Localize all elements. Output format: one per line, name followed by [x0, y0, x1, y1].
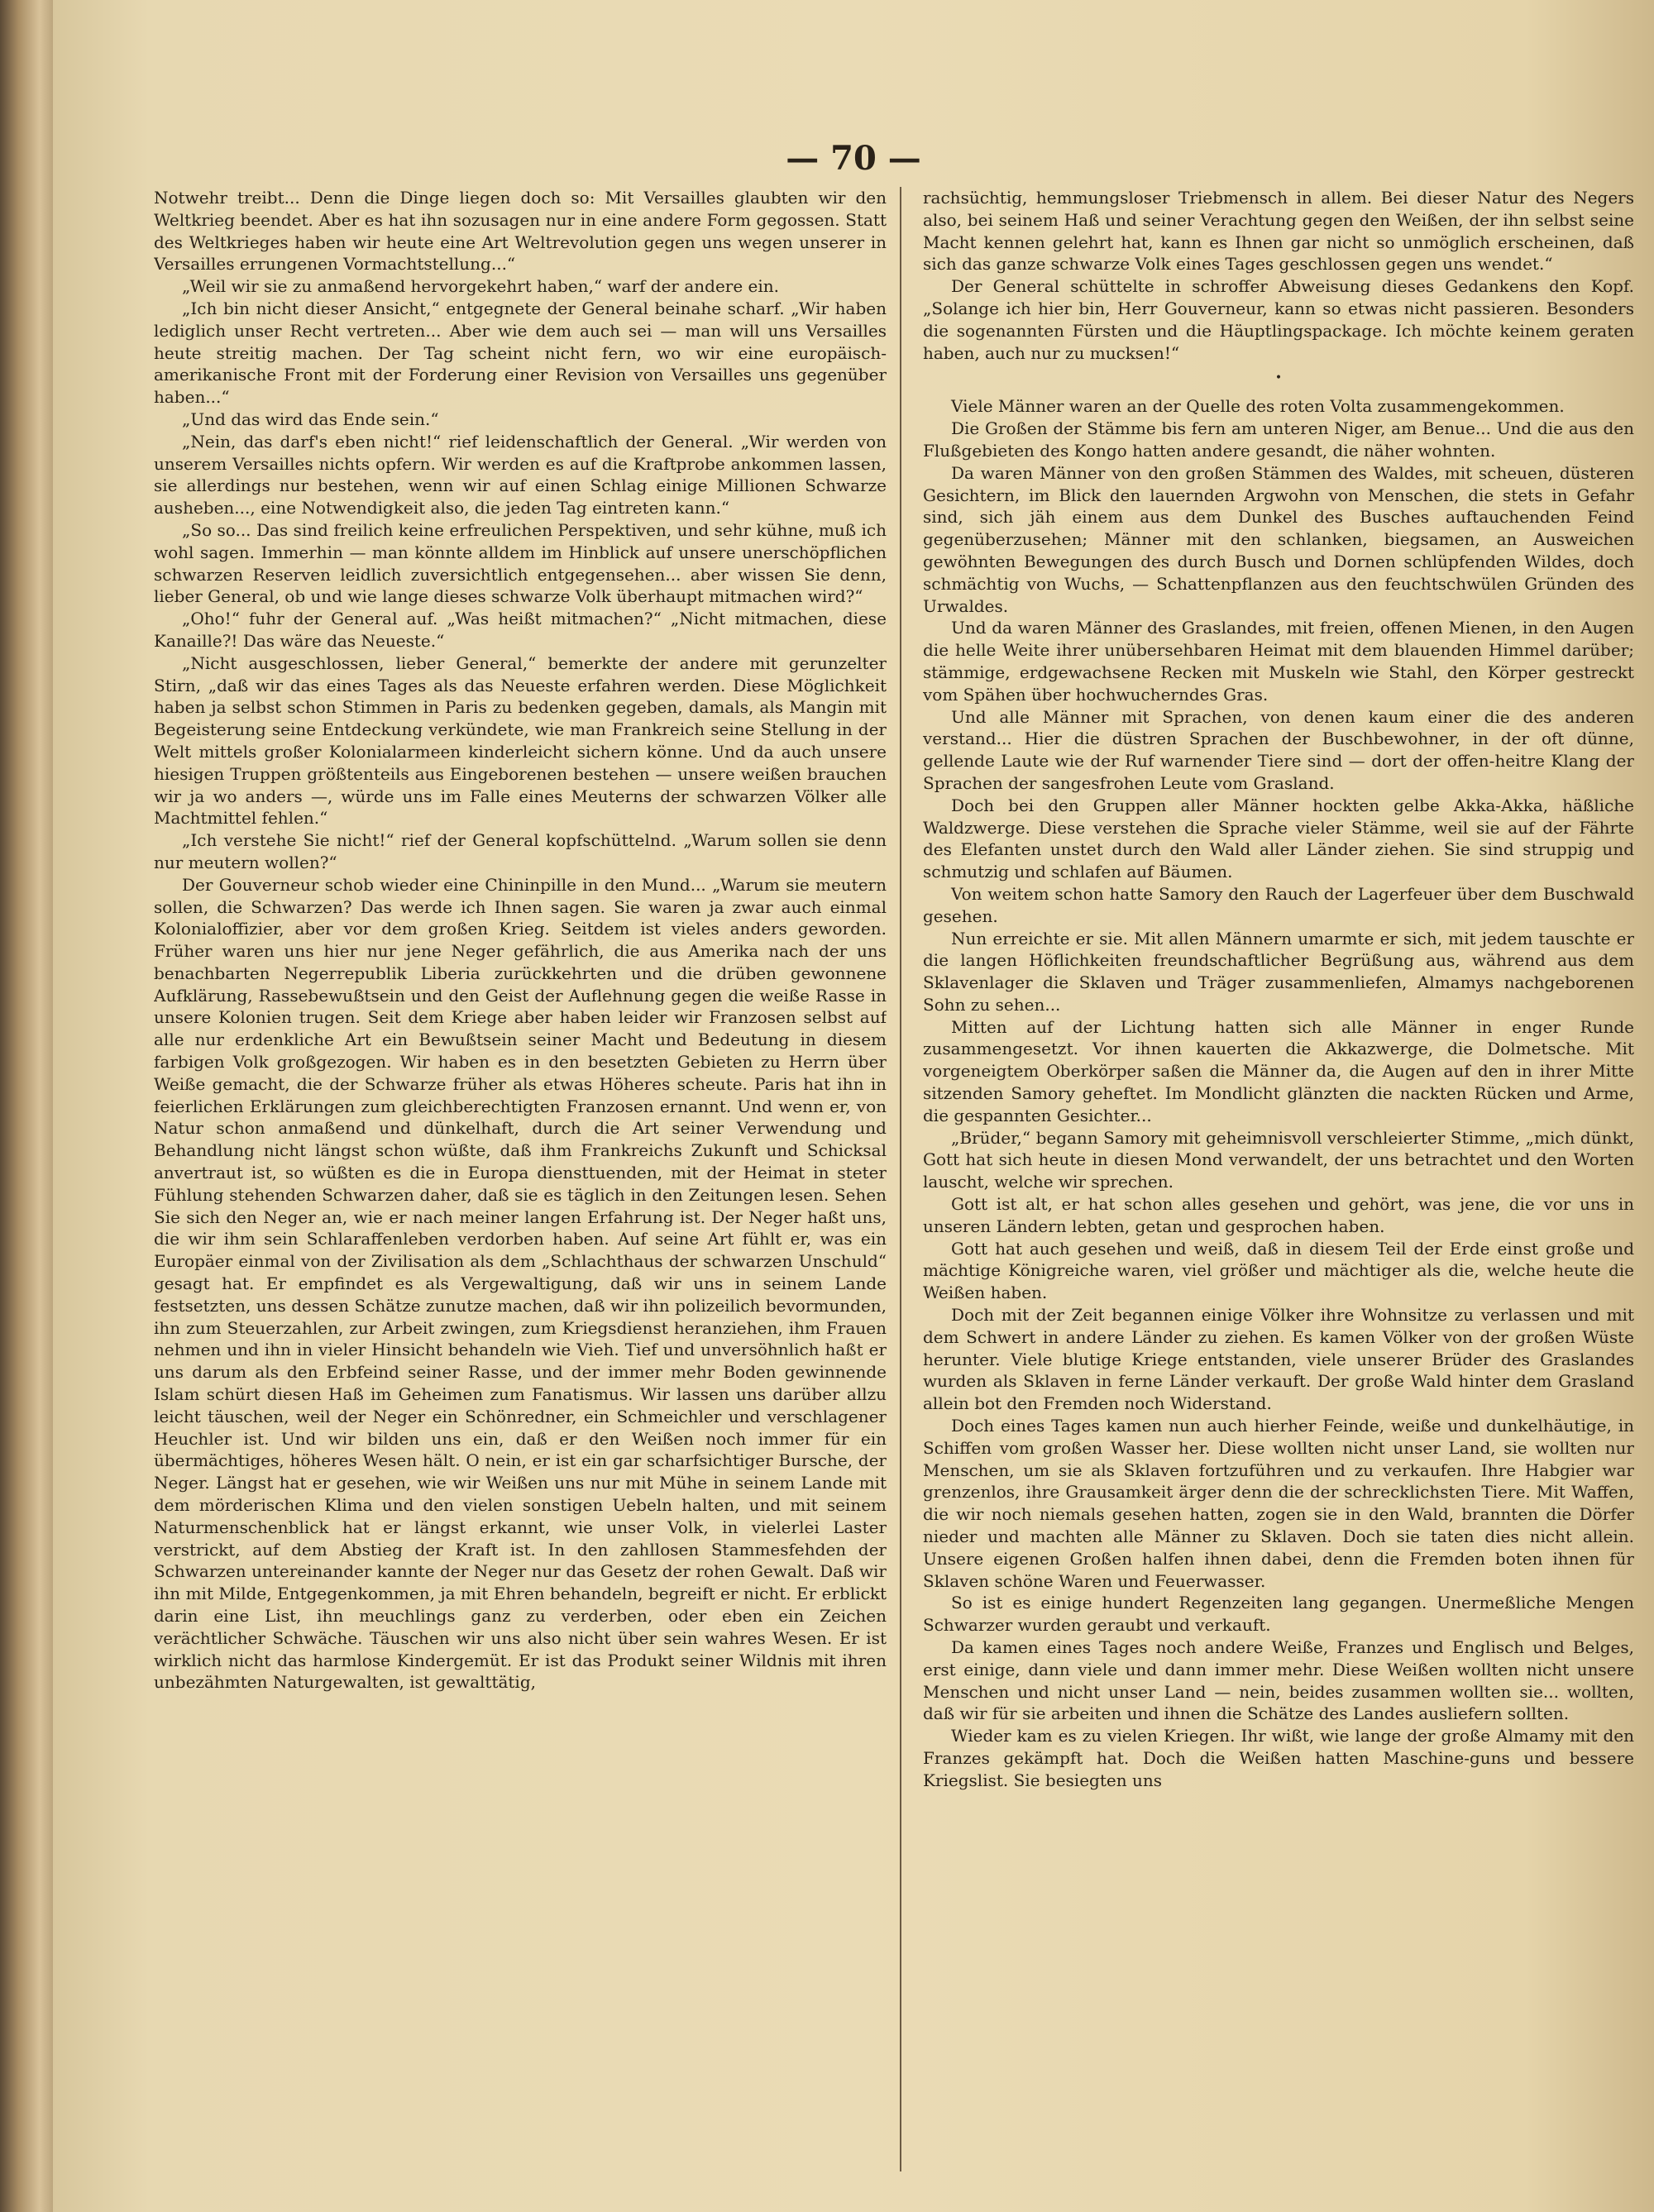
- paragraph: „Ich verstehe Sie nicht!“ rief der General kopfschüttelnd. „Warum sollen sie denn nur meutern wollen?“: [154, 830, 887, 872]
- paragraph: „Nicht ausgeschlossen, lieber General,“ bemerkte der andere mit gerunzelter Stirn, „daß wir das eines Tages als das Neueste erfahren werden. Diese Möglichkeit haben ja selbst schon Stimmen in Paris zu bedenken gegeben, damals, als Mangin mit Begeisterung seine Entdeckung verkündete, wie man Frankreich seine Stellung in der Welt mittels großer Kolonialarmeen kinderleicht sichern könne. Und da auch unsere hiesigen Truppen größtenteils aus Eingeborenen bestehen — unsere weißen brauchen wir ja wo anders —, würde uns im Falle eines Meuterns der schwarzen Völker alle Machtmittel fehlen.“: [154, 652, 887, 829]
- paragraph: Von weitem schon hatte Samory den Rauch der Lagerfeuer über dem Buschwald gesehen.: [923, 883, 1634, 926]
- paragraph: rachsüchtig, hemmungsloser Triebmensch in allem. Bei dieser Natur des Negers also, bei seinem Haß und seiner Verachtung gegen den Weißen, der ihn selbst seine Macht kennen gelehrt hat, kann es Ihnen gar nicht so unmöglich erscheinen, daß sich das ganze schwarze Volk eines Tages geschlossen gegen uns wendet.“: [923, 188, 1634, 275]
- paragraph: Doch eines Tages kamen nun auch hierher Feinde, weiße und dunkelhäutige, in Schiffen vom großen Wasser her. Diese wollten nicht unser Land, sie wollten nur Menschen, um sie als Sklaven fortzuführen und zu verkaufen. Ihre Habgier war grenzenlos, ihre Grausamkeit ärger denn die der schrecklichsten Tiere. Mit Waffen, die wir noch niemals gesehen hatten, zogen sie in den Wald, brannten die Dörfer nieder und machten alle Männer zu Sklaven. Doch sie taten dies nicht allein. Unsere eigenen Großen halfen ihnen dabei, denn die Fremden boten ihnen für Sklaven schöne Waren und Feuerwasser.: [923, 1416, 1634, 1591]
- paragraph: „Ich bin nicht dieser Ansicht,“ entgegnete der General beinahe scharf. „Wir haben lediglich unser Recht vertreten... Aber wie dem auch sei — man will uns Versailles heute streitig machen. Der Tag scheint nicht fern, wo wir eine europäisch-amerikanische Front mit der Forderung einer Revision von Versailles uns gegenüber haben...“: [154, 298, 887, 408]
- paragraph: Viele Männer waren an der Quelle des roten Volta zusammengekommen.: [951, 396, 1565, 417]
- paragraph: „So so... Das sind freilich keine erfreulichen Perspektiven, und sehr kühne, muß ich wohl sagen. Immerhin — man könnte alldem im Hinblick auf unsere unerschöpflichen schwarzen Reserven leidlich zuversichtlich entgegensehen... aber wissen Sie denn, lieber General, ob und wie lange dieses schwarze Volk überhaupt mitmachen wird?“: [154, 519, 887, 607]
- paragraph: Da waren Männer von den großen Stämmen des Waldes, mit scheuen, düsteren Gesichtern, im Blick den lauernden Argwohn von Menschen, die stets in Gefahr sind, sich jäh einem aus dem Dunkel des Busches auftauchenden Feind gegenüberzusehen; Männer mit den schlanken, biegsamen, an Ausweichen gewöhnten Bewegungen des durch Busch und Dornen schlüpfenden Wildes, doch schmächtig von Wuchs, — Schattenpflanzen aus den feuchtschwülen Gründen des Urwaldes.: [923, 462, 1634, 616]
- paragraph: „Und das wird das Ende sein.“: [182, 408, 439, 429]
- column-rule: [900, 187, 901, 2171]
- paragraph: „Nein, das darf's eben nicht!“ rief leidenschaftlich der General. „Wir werden von unserem Versailles nichts opfern. Wir werden es auf die Kraftprobe ankommen lassen, sie allerdings nur bestehen, wenn wir auf einen Schlag einige Millionen Schwarze ausheben..., eine Notwendigkeit also, die jeden Tag eintreten kann.“: [154, 431, 887, 518]
- paragraph: Gott ist alt, er hat schon alles gesehen und gehört, was jene, die vor uns in unseren Ländern lebten, getan und gesprochen haben.: [923, 1194, 1634, 1236]
- paragraph: „Brüder,“ begann Samory mit geheimnisvoll verschleierter Stimme, „mich dünkt, Gott hat sich heute in diesen Mond verwandelt, der uns betrachtet und den Worten lauscht, welche wir sprechen.: [923, 1127, 1634, 1192]
- paragraph: Wieder kam es zu vielen Kriegen. Ihr wißt, wie lange der große Almamy mit den Franzes gekämpft hat. Doch die Weißen hatten Maschine-guns und bessere Kriegslist. Sie besiegten uns: [923, 1726, 1634, 1790]
- book-page: [53, 0, 1654, 2212]
- paragraph: Gott hat auch gesehen und weiß, daß in diesem Teil der Erde einst große und mächtige Königreiche waren, viel größer und mächtiger als die, welche heute die Weißen haben.: [923, 1238, 1634, 1303]
- paragraph: Der General schüttelte in schroffer Abweisung dieses Gedankens den Kopf. „Solange ich hier bin, Herr Gouverneur, kann so etwas nicht passieren. Besonders die sogenannten Fürsten und die Häuptlingspackage. Ich möchte keinem geraten haben, auch nur zu mucksen!“: [923, 276, 1634, 363]
- left-text-column: [154, 187, 887, 2171]
- paragraph: So ist es einige hundert Regenzeiten lang gegangen. Unermeßliche Mengen Schwarzer wurden geraubt und verkauft.: [923, 1593, 1634, 1636]
- paragraph: Doch bei den Gruppen aller Männer hockten gelbe Akka-Akka, häßliche Waldzwerge. Diese verstehen die Sprache vieler Stämme, weil sie auf der Fährte des Elefanten unstet durch den Wald aller Länder ziehen. Sie sind struppig und schmutzig und schlafen auf Bäumen.: [923, 795, 1634, 882]
- paragraph: Die Großen der Stämme bis fern am unteren Niger, am Benue... Und die aus den Flußgebieten des Kongo hatten andere gesandt, die näher wohnten.: [923, 418, 1634, 461]
- page-number: — 70 —: [786, 139, 921, 178]
- paragraph: Der Gouverneur schob wieder eine Chininpille in den Mund... „Warum sie meutern sollen, die Schwarzen? Das werde ich Ihnen sagen. Sie waren ja zwar auch einmal Kolonialoffizier, aber vor dem großen Krieg. Seitdem ist vieles anders geworden. Früher waren uns hier nur jene Neger gefährlich, die aus Amerika nach der uns benachbarten Negerrepublik Liberia zurückkehrten und die drüben gewonnene Aufklärung, Rassebewußtsein und den Geist der Auflehnung gegen die weiße Rasse in unsere Kolonien trugen. Seit dem Kriege aber haben leider wir Franzosen selbst auf alle nur erdenkliche Art ein Bewußtsein seiner Macht und Bedeutung in diesem farbigen Volk großgezogen. Wir haben es in den besetzten Gebieten zu Herrn über Weiße gemacht, die der Schwarze früher als etwas Höheres scheute. Paris hat ihn in feierlichen Erklärungen zum gleichberechtigten Franzosen ernannt. Und wenn er, von Natur schon anmaßend und dünkelhaft, durch die Art seiner Verwendung und Behandlung nicht längst schon wüßte, daß ihm Frankreichs Zukunft und Schicksal anvertraut ist, so wüßten es die in Europa diensttuenden, mit der Heimat in steter Fühlung stehenden Schwarzen daher, daß sie es täglich in den Zeitungen lesen. Sehen Sie sich den Neger an, wie er nach meiner langen Erfahrung ist. Der Neger haßt uns, die wir ihm sein Schlaraffenleben verdorben haben. Auf seine Art fühlt er, was ein Europäer einmal von der Zivilisation als dem „Schlachthaus der schwarzen Unschuld“ gesagt hat. Er empfindet es als Vergewaltigung, daß wir uns in seinem Lande festsetzten, uns dessen Schätze zunutze machen, daß wir ihn polizeilich bevormunden, ihn zum Steuerzahlen, zur Arbeit zwingen, zum Kriegsdienst heranziehen, ihm Frauen nehmen und ihn in vieler Hinsicht behandeln wie Vieh. Tief und unversöhnlich haßt er uns darum als den Erbfeind seiner Rasse, und der immer mehr Boden gewinnende Islam schürt diesen Haß im Geheimen zum Fanatismus. Wir lassen uns darüber allzu leicht täuschen, weil der Neger ein Schönredner, ein Schmeichler und verschlagener Heuchler ist. Und wir bilden uns ein, daß er den Weißen noch immer für ein übermächtiges, höheres Wesen hält. O nein, er ist ein gar scharfsichtiger Bursche, der Neger. Längst hat er gesehen, wie wir Weißen uns nur mit Mühe in seinem Lande mit dem mörderischen Klima und den vielen sonstigen Uebeln halten, und mit seinem Naturmenschenblick hat er längst erkannt, wie unser Volk, in vielerlei Laster verstrickt, auf dem Abstieg der Kraft ist. In den zahllosen Stammesfehden der Schwarzen untereinander kannte der Neger nur das Gesetz der rohen Gewalt. Daß wir ihn mit Milde, Entgegenkommen, ja mit Ehren behandeln, begreift er nicht. Er erblickt darin eine List, ihn meuchlings ganz zu verderben, oder eben ein Zeichen verächtlicher Schwäche. Täuschen wir uns also nicht über sein wahres Wesen. Er ist wirklich nicht das harmlose Kindergemüt. Er ist das Produkt seiner Wildnis mit ihren unbezähmten Naturgewalten, ist gewalttätig,: [154, 874, 887, 1693]
- paragraph: „Weil wir sie zu anmaßend hervorgekehrt haben,“ warf der andere ein.: [182, 276, 780, 297]
- paragraph: Notwehr treibt... Denn die Dinge liegen doch so: Mit Versailles glaubten wir den Weltkrieg beendet. Aber es hat ihn sozusagen nur in eine andere Form gegossen. Statt des Weltkrieges haben wir heute eine Art Weltrevolution gegen uns wegen unserer in Versailles errungenen Vormachtstellung...“: [154, 188, 887, 275]
- paragraph: Da kamen eines Tages noch andere Weiße, Franzes und Englisch und Belges, erst einige, dann viele und dann immer mehr. Diese Weißen wollten nicht unsere Menschen und nicht unser Land — nein, beides zusammen wollten sie... wollten, daß wir für sie arbeiten und ihnen die Schätze des Landes ausliefern sollten.: [923, 1637, 1634, 1724]
- paragraph: „Oho!“ fuhr der General auf. „Was heißt mitmachen?“ „Nicht mitmachen, diese Kanaille?! Das wäre das Neueste.“: [154, 609, 887, 651]
- section-divider: •: [1274, 371, 1283, 385]
- paragraph: Doch mit der Zeit begannen einige Völker ihre Wohnsitze zu verlassen und mit dem Schwert in andere Länder zu ziehen. Es kamen Völker von der großen Wüste herunter. Viele blutige Kriege entstanden, viele unserer Brüder des Graslandes wurden als Sklaven in ferne Länder verkauft. Der große Wald hinter dem Grasland allein bot den Fremden noch Widerstand.: [923, 1305, 1634, 1414]
- paragraph: Mitten auf der Lichtung hatten sich alle Männer in enger Runde zusammengesetzt. Vor ihnen kauerten die Akkazwerge, die Dolmetsche. Mit vorgeneigtem Oberkörper saßen die Männer da, die Augen auf den in ihrer Mitte sitzenden Samory geheftet. Im Mondlicht glänzten die nackten Rücken und Arme, die gespannten Gesichter...: [923, 1016, 1634, 1125]
- paragraph: Nun erreichte er sie. Mit allen Männern umarmte er sich, mit jedem tauschte er die langen Höflichkeiten freundschaftlicher Begrüßung aus, während aus dem Sklavenlager die Sklaven und Träger zusammenliefen, Almamys nachgeborenen Sohn zu sehen...: [923, 928, 1634, 1015]
- book-binding: [0, 0, 53, 2212]
- right-text-column: [923, 187, 1634, 2171]
- paragraph: Und alle Männer mit Sprachen, von denen kaum einer die des anderen verstand... Hier die düstren Sprachen der Buschbewohner, in der oft dünne, gellende Laute wie der Ruf warnender Tiere sind — dort der offen-heitre Klang der Sprachen der sangesfrohen Leute vom Grasland.: [923, 706, 1634, 793]
- paragraph: Und da waren Männer des Graslandes, mit freien, offenen Mienen, in den Augen die helle Weite ihrer unübersehbaren Heimat mit dem blauenden Himmel darüber; stämmige, erdgewachsene Recken mit Muskeln wie Stahl, den Körper gestreckt vom Spähen über hochwucherndes Gras.: [923, 618, 1634, 705]
